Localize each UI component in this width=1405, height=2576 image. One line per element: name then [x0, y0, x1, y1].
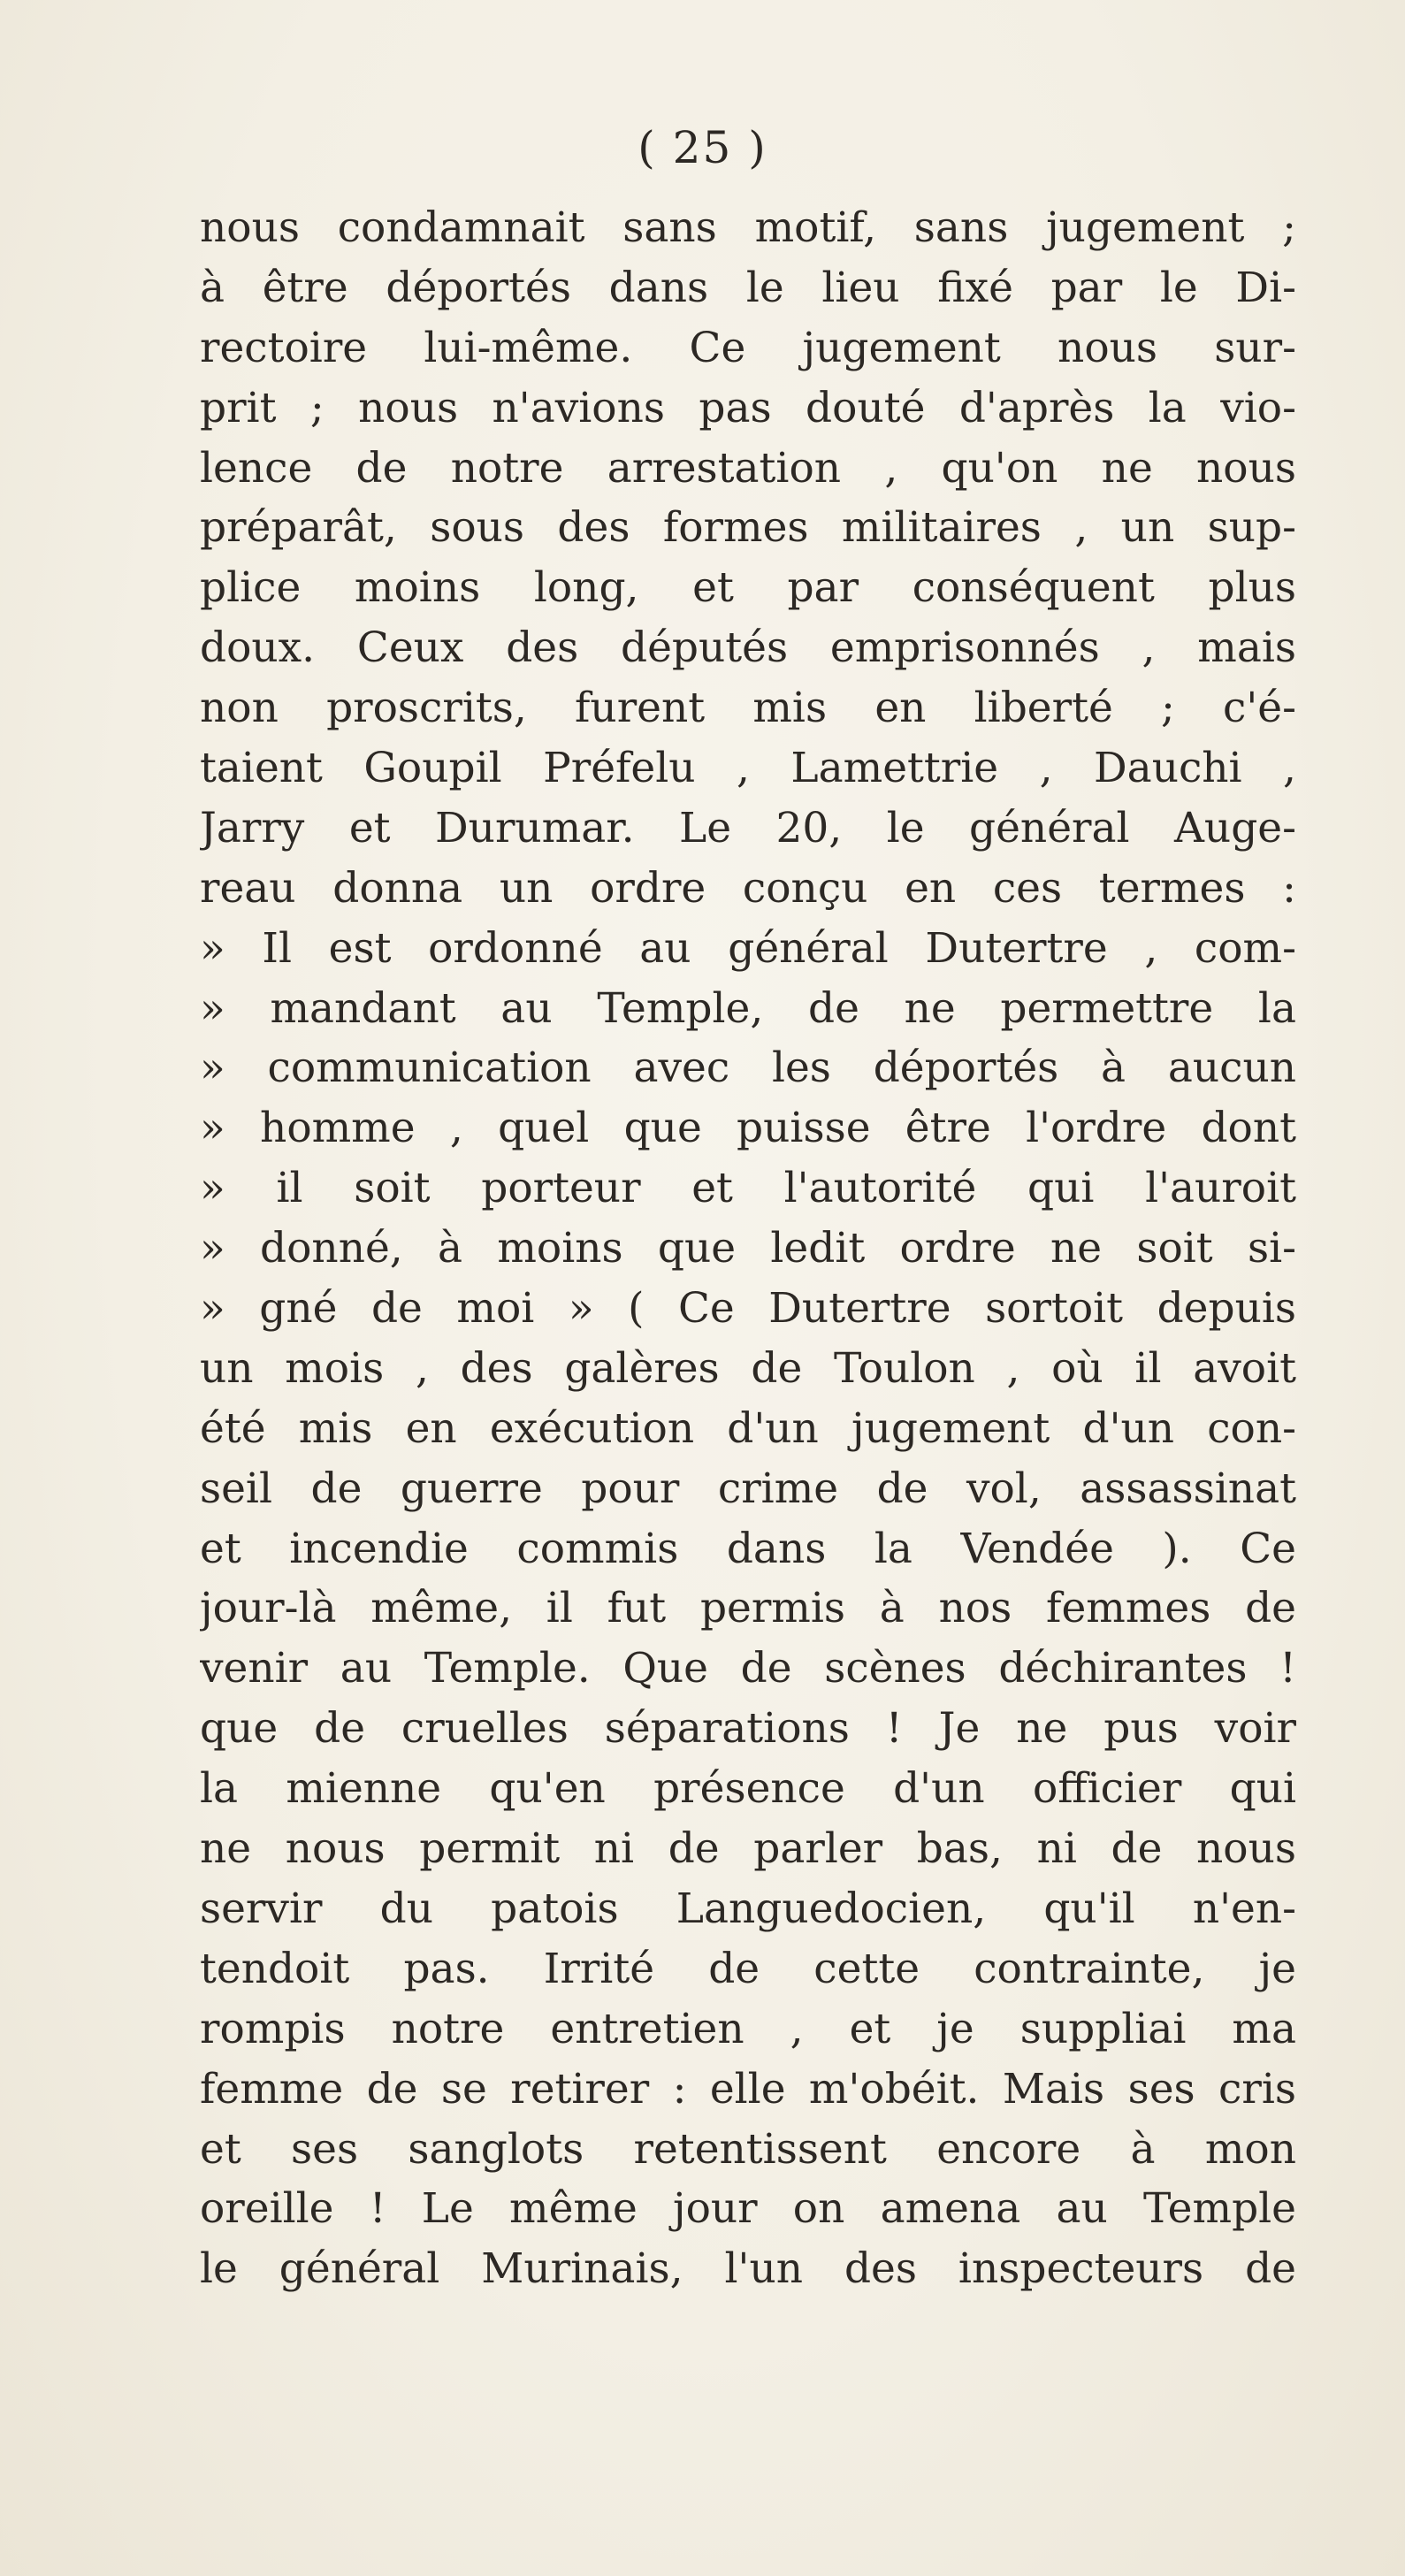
- text-line: nous condamnait sans motif, sans jugement ;: [200, 203, 1296, 252]
- text-line: » gné de moi » ( Ce Dutertre sortoit depuis: [200, 1284, 1296, 1334]
- text-line: et ses sanglots retentissent encore à mon: [200, 2124, 1296, 2174]
- text-line: » il soit porteur et l'autorité qui l'auroit: [200, 1164, 1296, 1213]
- text-line: un mois , des galères de Toulon , où il avoit: [200, 1343, 1296, 1393]
- text-line: rompis notre entretien , et je suppliai ma: [200, 2004, 1296, 2053]
- text-line: la mienne qu'en présence d'un officier qui: [200, 1764, 1296, 1814]
- text-line: été mis en exécution d'un jugement d'un con-: [200, 1403, 1296, 1453]
- text-line: » communication avec les déportés à aucun: [200, 1043, 1296, 1093]
- text-line: jour-là même, il fut permis à nos femmes de: [200, 1584, 1296, 1633]
- text-line: reau donna un ordre conçu en ces termes :: [200, 863, 1296, 913]
- page-number: ( 25 ): [638, 122, 767, 173]
- text-line: taient Goupil Préfelu , Lamettrie , Dauchi ,: [200, 744, 1296, 793]
- text-line: seil de guerre pour crime de vol, assassinat: [200, 1464, 1296, 1513]
- text-line: » mandant au Temple, de ne permettre la: [200, 983, 1296, 1033]
- text-line: servir du patois Languedocien, qu'il n'en-: [200, 1884, 1296, 1933]
- text-line: » homme , quel que puisse être l'ordre dont: [200, 1104, 1296, 1153]
- text-line: tendoit pas. Irrité de cette contrainte, je: [200, 1944, 1296, 1993]
- text-line: » Il est ordonné au général Dutertre , com-: [200, 923, 1296, 973]
- text-line: non proscrits, furent mis en liberté ; c'é-: [200, 684, 1296, 733]
- text-line: à être déportés dans le lieu fixé par le Di-: [200, 263, 1296, 312]
- text-line: » donné, à moins que ledit ordre ne soit si-: [200, 1224, 1296, 1273]
- text-line: venir au Temple. Que de scènes déchirantes !: [200, 1644, 1296, 1693]
- text-line: rectoire lui-même. Ce jugement nous sur-: [200, 323, 1296, 372]
- text-line: que de cruelles séparations ! Je ne pus voir: [200, 1704, 1296, 1754]
- body-text: [200, 198, 1296, 2299]
- text-line: plice moins long, et par conséquent plus: [200, 563, 1296, 613]
- text-line: doux. Ceux des députés emprisonnés , mais: [200, 623, 1296, 673]
- text-line: et incendie commis dans la Vendée ). Ce: [200, 1524, 1296, 1573]
- text-line: femme de se retirer : elle m'obéit. Mais ses cris: [200, 2064, 1296, 2114]
- text-line: lence de notre arrestation , qu'on ne nous: [200, 443, 1296, 493]
- text-line: prit ; nous n'avions pas douté d'après la vio-: [200, 383, 1296, 432]
- text-line: Jarry et Durumar. Le 20, le général Auge-: [200, 803, 1296, 852]
- text-line: ne nous permit ni de parler bas, ni de nous: [200, 1824, 1296, 1874]
- text-line: préparât, sous des formes militaires , un sup-: [200, 503, 1296, 553]
- text-line: le général Murinais, l'un des inspecteurs de: [200, 2244, 1296, 2294]
- text-line: oreille ! Le même jour on amena au Temple: [200, 2184, 1296, 2234]
